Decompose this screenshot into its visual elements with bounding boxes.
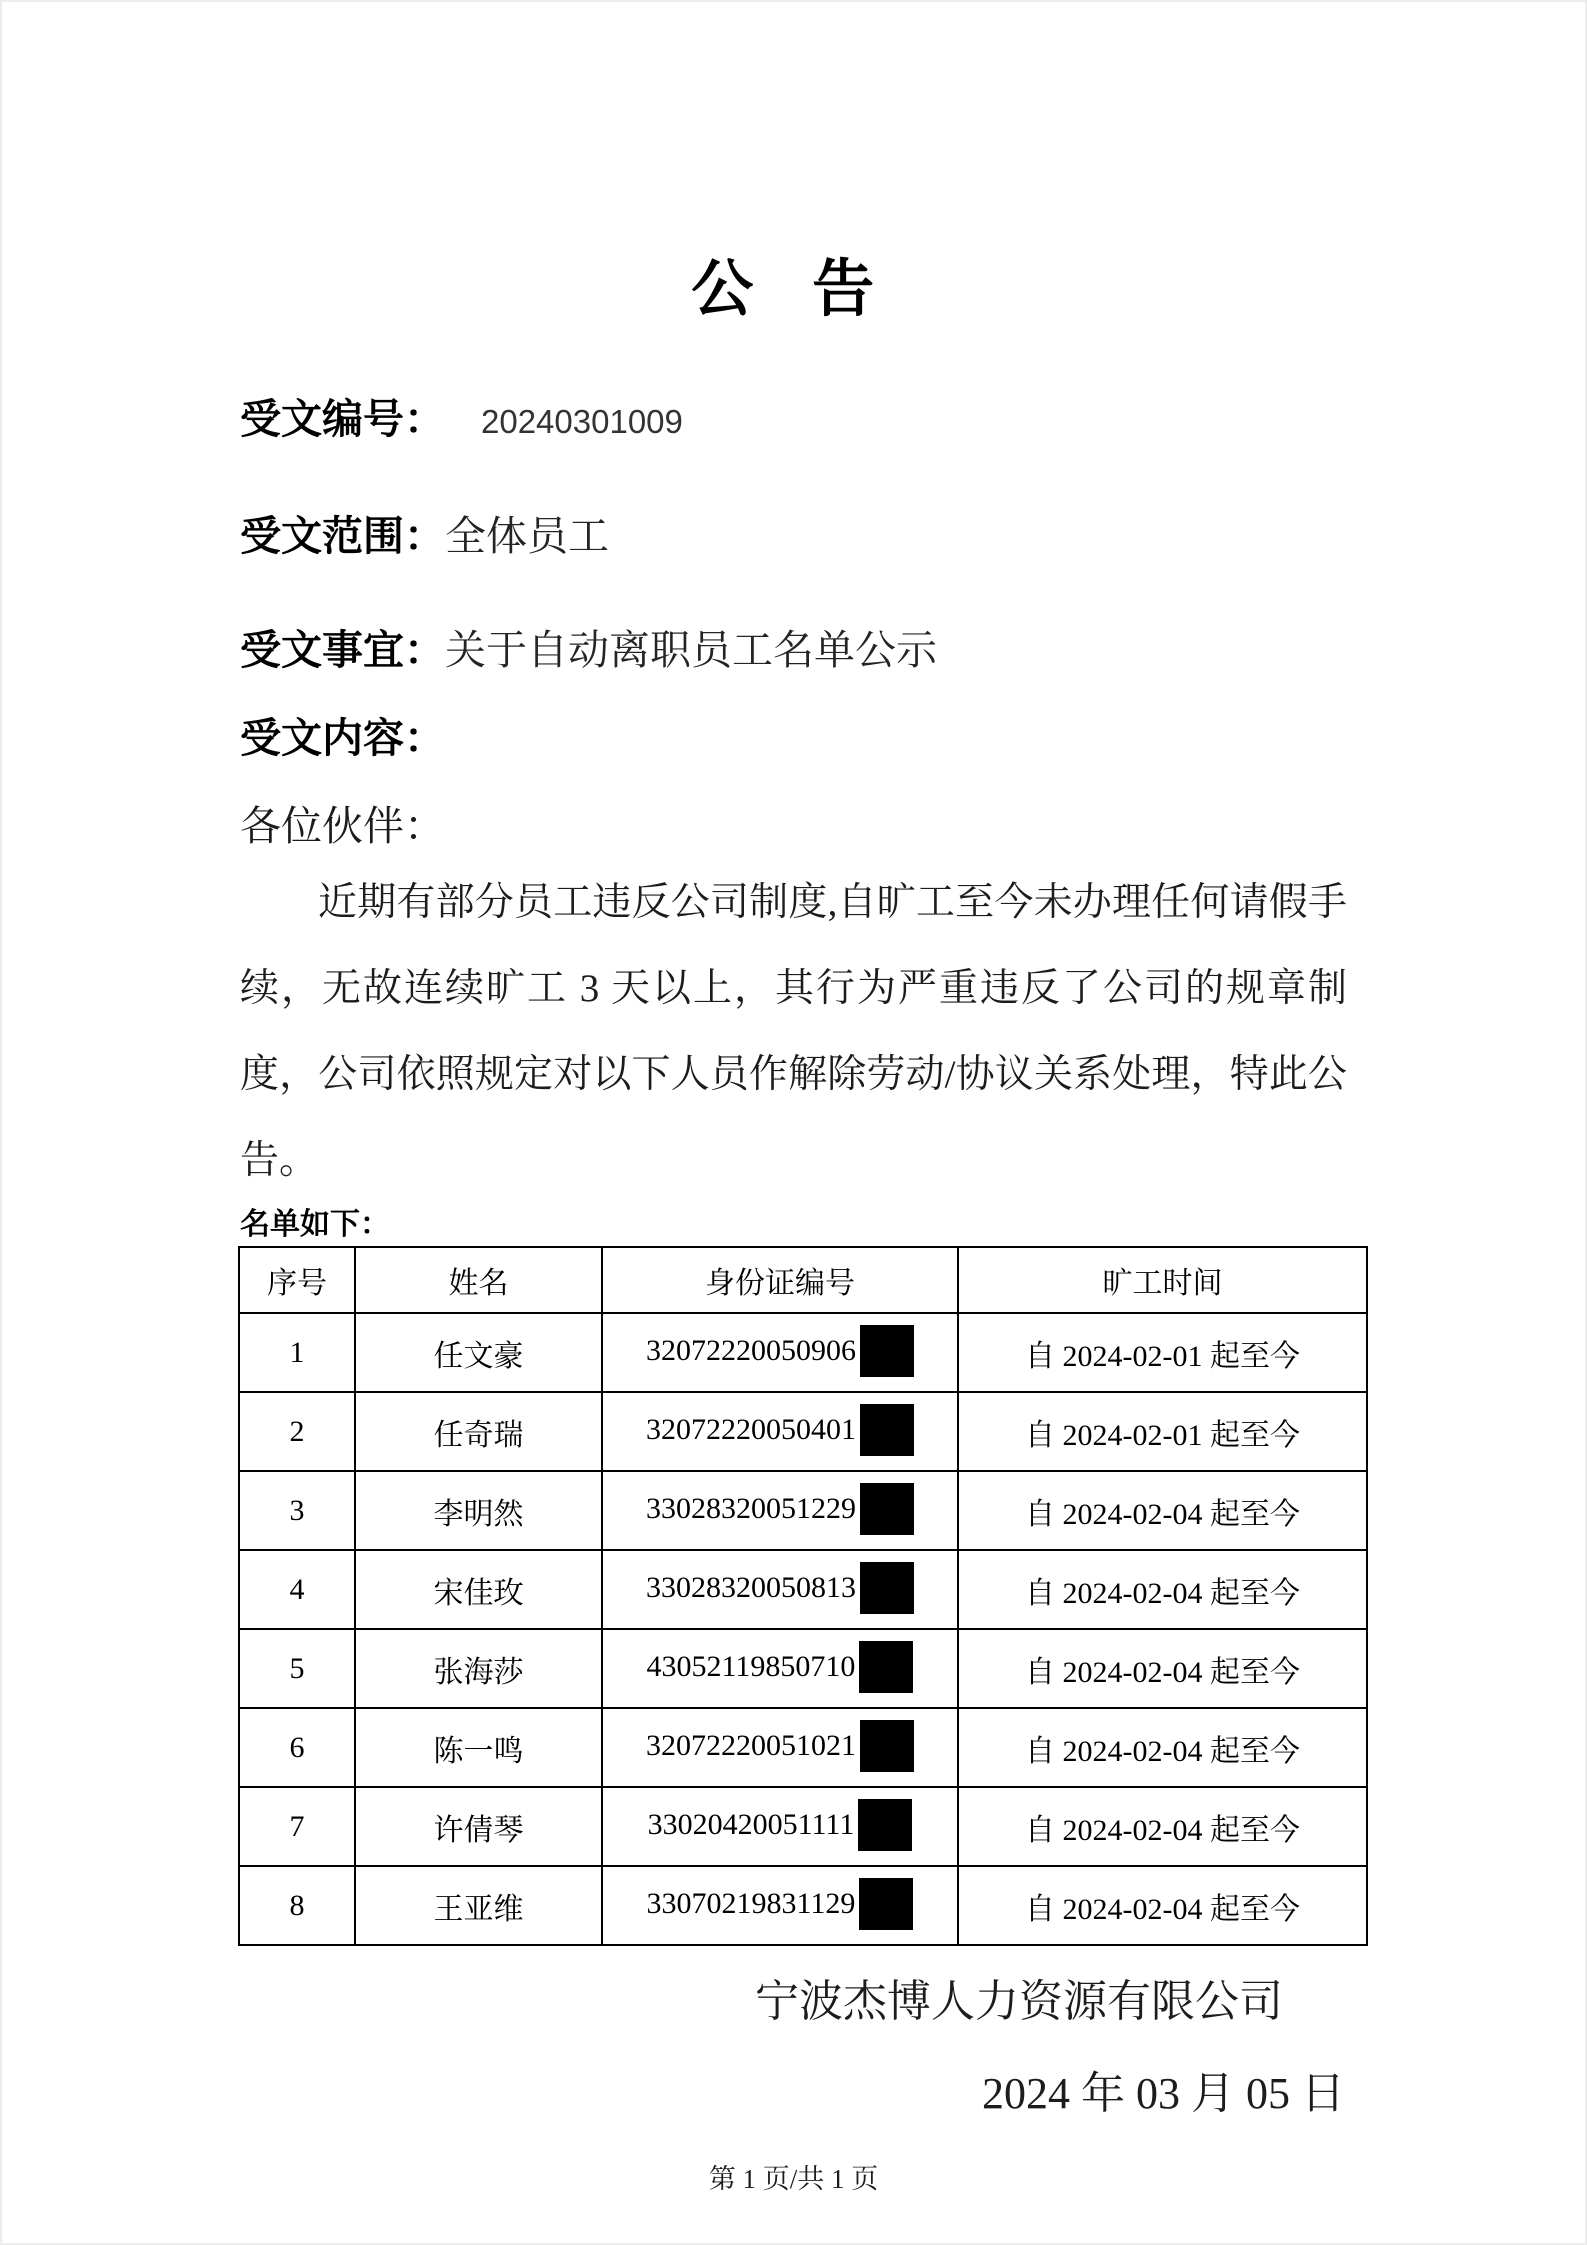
table-row xyxy=(239,1392,1367,1471)
redaction-box xyxy=(860,1562,914,1614)
cell-id-number xyxy=(602,1708,958,1787)
redaction-box xyxy=(860,1325,914,1377)
cell-name: 张海莎 xyxy=(355,1629,602,1708)
cell-id-number xyxy=(602,1471,958,1550)
id-number-text: 33028320051229 xyxy=(646,1491,856,1525)
doc-scope-label: 受文范围： xyxy=(240,513,445,559)
list-label: 名单如下： xyxy=(240,1208,390,1241)
column-header-index: 序号 xyxy=(239,1247,355,1313)
cell-id-number xyxy=(602,1392,958,1471)
table-row xyxy=(239,1550,1367,1629)
cell-id-number xyxy=(602,1629,958,1708)
cell-index: 7 xyxy=(239,1787,355,1866)
body-paragraph: 近期有部分员工违反公司制度,自旷工至今未办理任何请假手续，无故连续旷工 3 天以上，其行为严重违反了公司的规章制度，公司依照规定对以下人员作解除劳动/协议关系处理，特此公告。 xyxy=(240,881,1347,1182)
table-header-row xyxy=(239,1247,1367,1313)
cell-id-number xyxy=(602,1550,958,1629)
cell-index: 2 xyxy=(239,1392,355,1471)
cell-absence-period: 自 2024-02-01 起至今 xyxy=(958,1313,1367,1392)
redaction-box xyxy=(860,1720,914,1772)
cell-name: 许倩琴 xyxy=(355,1787,602,1866)
page-number: 第 1 页/共 1 页 xyxy=(708,2164,879,2194)
cell-index: 8 xyxy=(239,1866,355,1945)
cell-index: 4 xyxy=(239,1550,355,1629)
redaction-box xyxy=(860,1483,914,1535)
table-row xyxy=(239,1471,1367,1550)
cell-id-number xyxy=(602,1866,958,1945)
absence-roster-table xyxy=(238,1246,1368,1946)
cell-name: 任文豪 xyxy=(355,1313,602,1392)
cell-absence-period: 自 2024-02-04 起至今 xyxy=(958,1629,1367,1708)
cell-absence-period: 自 2024-02-01 起至今 xyxy=(958,1392,1367,1471)
meta-row-doc-subject xyxy=(240,626,1347,674)
cell-absence-period: 自 2024-02-04 起至今 xyxy=(958,1866,1367,1945)
signature-block xyxy=(240,1974,1347,2122)
cell-name: 任奇瑞 xyxy=(355,1392,602,1471)
redaction-box xyxy=(858,1799,912,1851)
doc-content-label: 受文内容： xyxy=(240,715,445,761)
cell-absence-period: 自 2024-02-04 起至今 xyxy=(958,1550,1367,1629)
column-header-absence-period: 旷工时间 xyxy=(958,1247,1367,1313)
signature-date: 2024 年 03 月 05 日 xyxy=(982,2069,1345,2118)
column-header-name: 姓名 xyxy=(355,1247,602,1313)
signature-company: 宁波杰博人力资源有限公司 xyxy=(755,1977,1283,2026)
id-number-text: 32072220051021 xyxy=(646,1728,856,1762)
cell-name: 李明然 xyxy=(355,1471,602,1550)
cell-id-number xyxy=(602,1313,958,1392)
id-number-text: 32072220050401 xyxy=(646,1412,856,1446)
cell-index: 6 xyxy=(239,1708,355,1787)
table-row xyxy=(239,1313,1367,1392)
doc-scope-value: 全体员工 xyxy=(445,513,609,559)
cell-index: 1 xyxy=(239,1313,355,1392)
meta-row-doc-scope xyxy=(240,512,1347,560)
page-title: 公 告 xyxy=(691,256,896,324)
meta-row-doc-number xyxy=(240,395,1347,446)
id-number-text: 43052119850710 xyxy=(646,1649,856,1683)
doc-number-value: 20240301009 xyxy=(481,403,683,440)
table-row xyxy=(239,1708,1367,1787)
id-number-text: 33070219831129 xyxy=(646,1886,856,1920)
table-row xyxy=(239,1866,1367,1945)
id-number-text: 33020420051111 xyxy=(647,1807,855,1841)
cell-absence-period: 自 2024-02-04 起至今 xyxy=(958,1471,1367,1550)
doc-subject-label: 受文事宜： xyxy=(240,627,445,673)
doc-number-label: 受文编号： xyxy=(240,396,445,442)
cell-index: 5 xyxy=(239,1629,355,1708)
redaction-box xyxy=(859,1878,913,1930)
cell-index: 3 xyxy=(239,1471,355,1550)
salutation: 各位伙伴： xyxy=(240,803,445,849)
cell-id-number xyxy=(602,1787,958,1866)
cell-absence-period: 自 2024-02-04 起至今 xyxy=(958,1708,1367,1787)
cell-name: 王亚维 xyxy=(355,1866,602,1945)
cell-name: 宋佳玫 xyxy=(355,1550,602,1629)
meta-row-doc-content xyxy=(240,714,1347,762)
redaction-box xyxy=(860,1404,914,1456)
doc-subject-value: 关于自动离职员工名单公示 xyxy=(445,627,937,673)
id-number-text: 33028320050813 xyxy=(646,1570,856,1604)
redaction-box xyxy=(859,1641,913,1693)
cell-absence-period: 自 2024-02-04 起至今 xyxy=(958,1787,1367,1866)
table-row xyxy=(239,1629,1367,1708)
table-row xyxy=(239,1787,1367,1866)
cell-name: 陈一鸣 xyxy=(355,1708,602,1787)
id-number-text: 32072220050906 xyxy=(646,1333,856,1367)
column-header-id-number: 身份证编号 xyxy=(602,1247,958,1313)
